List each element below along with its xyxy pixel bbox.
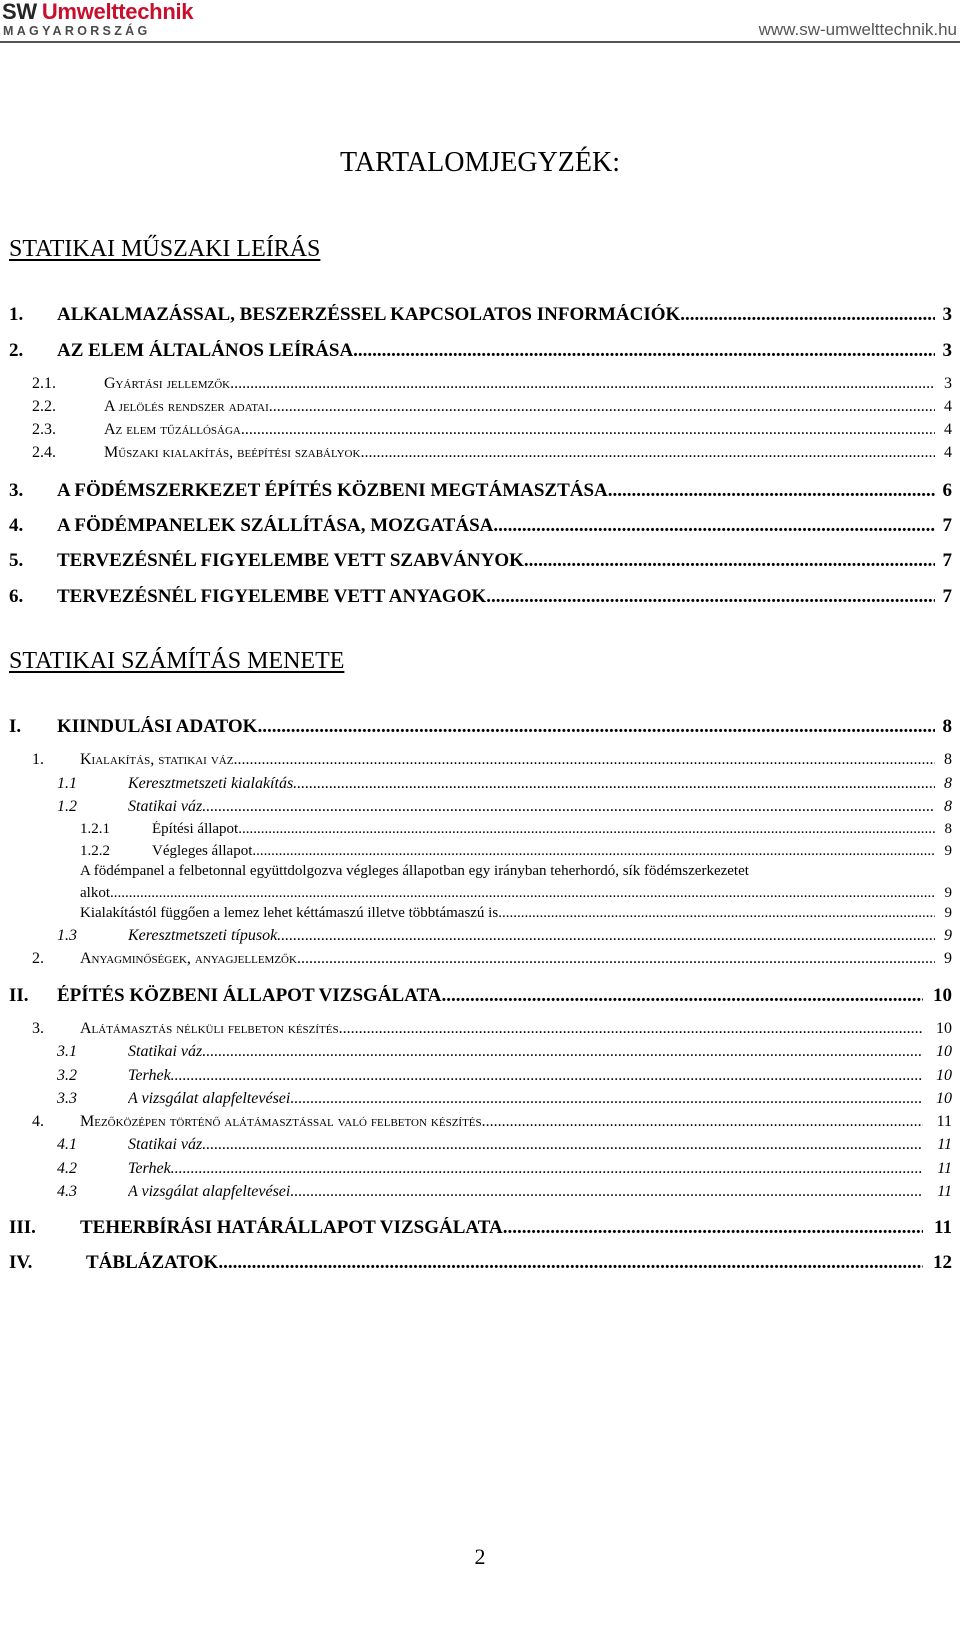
toc-dot-leader	[233, 751, 935, 769]
toc-entry-page: 3	[942, 340, 952, 361]
toc-entry-number: 1.1	[57, 775, 77, 792]
toc-dot-leader	[680, 304, 935, 326]
logo-country: MAGYARORSZÁG	[3, 24, 151, 38]
toc-dot-leader	[252, 843, 935, 860]
toc-dot-leader	[171, 1067, 923, 1085]
toc-entry-page: 10	[936, 1043, 952, 1060]
toc-entry-page: 3	[942, 304, 952, 325]
toc-entry-label: A jelölés rendszer adatai	[104, 398, 269, 415]
toc-entry-text	[57, 550, 935, 572]
toc-dot-leader	[486, 586, 935, 608]
toc-entry-text	[128, 798, 935, 816]
toc-entry-label: Gyártási jellemzők	[104, 375, 231, 392]
toc-dot-leader	[482, 1113, 923, 1131]
toc-entry-text	[128, 1183, 923, 1201]
toc-entry-text	[128, 1136, 923, 1154]
toc-entry-page: 10	[936, 1020, 952, 1037]
toc-entry-label: A födémpanel a felbetonnal együttdolgozva végleges állapotban egy irányban teherhordó, sík födémszerkezetet	[80, 863, 749, 879]
toc-entry-label: TERVEZÉSNÉL FIGYELEMBE VETT ANYAGOK	[57, 586, 487, 607]
toc-dot-leader	[503, 1217, 923, 1239]
section-heading-statikai-szamitas: STATIKAI SZÁMÍTÁS MENETE	[9, 648, 345, 674]
toc-entry-label: A FÖDÉMPANELEK SZÁLLÍTÁSA, MOZGATÁSA	[57, 515, 494, 536]
toc-dot-leader	[502, 905, 935, 922]
toc-dot-leader	[290, 1183, 923, 1201]
toc-entry-text	[80, 1217, 923, 1239]
toc-entry-page: 8	[944, 821, 952, 837]
toc-entry-number: 3.	[9, 480, 24, 501]
toc-entry-text	[57, 586, 935, 608]
toc-dot-leader	[277, 927, 935, 945]
toc-entry-number: 4.	[9, 515, 24, 536]
toc-dot-leader	[360, 444, 935, 462]
toc-dot-leader	[493, 515, 935, 537]
toc-entry-page: 10	[936, 1067, 952, 1084]
toc-entry-page: 3	[944, 375, 952, 392]
toc-entry-page: 4	[944, 444, 952, 461]
toc-entry-text	[104, 421, 935, 439]
toc-entry-number: 2.4.	[32, 444, 56, 461]
toc-entry-number: 2.	[9, 340, 24, 361]
toc-entry-text	[128, 1090, 923, 1108]
toc-entry-label: alkot.	[80, 885, 114, 901]
toc-entry-label: Keresztmetszeti kialakítás	[128, 775, 294, 792]
toc-entry-page: 11	[936, 1113, 952, 1130]
toc-entry-number: 3.1	[57, 1043, 77, 1060]
toc-entry-text	[57, 340, 935, 362]
header-divider	[0, 41, 960, 43]
toc-entry-text	[104, 398, 935, 416]
toc-entry-label: Statikai váz	[128, 798, 203, 815]
toc-entry-label: ÉPÍTÉS KÖZBENI ÁLLAPOT VIZSGÁLATA	[57, 985, 442, 1006]
toc-entry-label: A vizsgálat alapfeltevései	[128, 1090, 291, 1107]
toc-entry-label: Az elem tűzállósága	[104, 421, 241, 438]
toc-entry-label: AZ ELEM ÁLTALÁNOS LEÍRÁSA	[57, 340, 354, 361]
toc-entry-label: A FÖDÉMSZERKEZET ÉPÍTÉS KÖZBENI MEGTÁMASZTÁSA	[57, 480, 608, 501]
toc-entry-number: 4.3	[57, 1183, 77, 1200]
toc-dot-leader	[608, 480, 935, 502]
toc-entry-label: ALKALMAZÁSSAL, BESZERZÉSSEL KAPCSOLATOS INFORMÁCIÓK	[57, 304, 681, 325]
toc-entry-number: 1.2.1	[80, 821, 110, 837]
toc-entry-page: 11	[937, 1136, 952, 1153]
toc-entry-text	[80, 863, 949, 880]
toc-entry-label: Statikai váz	[128, 1136, 203, 1153]
toc-entry-number: IV.	[9, 1252, 33, 1273]
toc-entry-page: 8	[944, 798, 952, 815]
toc-entry-text	[80, 905, 935, 922]
toc-entry-text	[128, 1043, 923, 1061]
toc-dot-leader	[202, 1136, 923, 1154]
toc-entry-page: 11	[934, 1217, 952, 1238]
toc-entry-number: 3.	[32, 1020, 44, 1037]
toc-entry-page: 4	[944, 398, 952, 415]
toc-entry-page: 10	[936, 1090, 952, 1107]
toc-entry-number: 1.	[9, 304, 24, 325]
toc-entry-label: Terhek	[128, 1067, 171, 1084]
toc-entry-page: 7	[942, 515, 952, 536]
toc-entry-page: 10	[933, 985, 952, 1006]
toc-entry-text	[80, 751, 935, 769]
toc-entry-page: 9	[944, 905, 952, 921]
toc-entry-text	[57, 304, 935, 326]
toc-entry-text	[80, 885, 935, 902]
toc-entry-text	[104, 444, 935, 462]
toc-entry-number: 5.	[9, 550, 24, 571]
toc-entry-page: 11	[937, 1183, 952, 1200]
toc-dot-leader	[202, 798, 935, 816]
toc-dot-leader	[339, 1020, 923, 1038]
toc-entry-number: I.	[9, 716, 22, 737]
toc-dot-leader	[290, 1090, 923, 1108]
toc-dot-leader	[442, 985, 923, 1007]
toc-entry-number: 6.	[9, 586, 24, 607]
toc-entry-page: 11	[937, 1160, 952, 1177]
toc-entry-text	[128, 1160, 923, 1178]
toc-entry-page: 7	[942, 550, 952, 571]
toc-entry-number: 4.1	[57, 1136, 77, 1153]
toc-entry-text	[57, 480, 935, 502]
toc-dot-leader	[524, 550, 935, 572]
toc-entry-text	[80, 950, 935, 968]
page-number: 2	[474, 1544, 486, 1569]
toc-entry-text	[152, 821, 935, 838]
toc-entry-label: Terhek	[128, 1160, 171, 1177]
toc-entry-text	[128, 1067, 923, 1085]
toc-entry-number: 2.3.	[32, 421, 56, 438]
toc-entry-page: 8	[942, 716, 952, 737]
toc-entry-label: Anyagminőségek, anyagjellemzők	[80, 950, 297, 967]
toc-entry-page: 8	[944, 775, 952, 792]
toc-dot-leader	[293, 775, 935, 793]
toc-entry-label: KIINDULÁSI ADATOK	[57, 716, 258, 737]
toc-entry-number: 1.2.2	[80, 843, 110, 859]
toc-entry-label: Kialakítás, statikai váz	[80, 751, 234, 768]
logo-brand: Umwelttechnik	[41, 0, 194, 24]
toc-entry-label: Műszaki kialakítás, beépítési szabályok	[104, 444, 361, 461]
toc-dot-leader	[257, 716, 935, 738]
toc-entry-text	[57, 716, 935, 738]
toc-entry-page: 7	[942, 586, 952, 607]
toc-entry-page: 9	[944, 950, 952, 967]
toc-entry-number: 4.	[32, 1113, 44, 1130]
toc-dot-leader	[218, 1252, 923, 1274]
toc-dot-leader	[241, 421, 935, 439]
toc-entry-text	[128, 927, 935, 945]
toc-dot-leader	[269, 398, 935, 416]
toc-entry-page: 6	[942, 480, 952, 501]
toc-entry-text	[57, 985, 923, 1007]
toc-entry-text	[152, 843, 935, 860]
toc-entry-number: 2.	[32, 950, 44, 967]
section-heading-statikai-leiras: STATIKAI MŰSZAKI LEÍRÁS	[9, 236, 321, 262]
toc-entry-text	[104, 375, 935, 393]
toc-dot-leader	[202, 1043, 923, 1061]
toc-entry-page: 4	[944, 421, 952, 438]
toc-entry-number: 1.2	[57, 798, 77, 815]
toc-entry-text	[57, 515, 935, 537]
toc-entry-number: II.	[9, 985, 29, 1006]
toc-entry-number: 2.1.	[32, 375, 56, 392]
toc-entry-label: Statikai váz	[128, 1043, 203, 1060]
toc-entry-number: III.	[9, 1217, 36, 1238]
toc-entry-label: Végleges állapot	[152, 843, 253, 859]
toc-entry-label: Kialakítástól függően a lemez lehet kéttámaszú illetve többtámaszú is.	[80, 905, 502, 921]
toc-entry-label: Építési állapot	[152, 821, 239, 837]
toc-entry-text	[80, 1020, 923, 1038]
toc-dot-leader	[238, 821, 935, 838]
toc-entry-number: 1.	[32, 751, 44, 768]
toc-entry-label: A vizsgálat alapfeltevései	[128, 1183, 291, 1200]
toc-entry-label: Alátámasztás nélküli felbeton készítés	[80, 1020, 339, 1037]
toc-entry-label: TEHERBÍRÁSI HATÁRÁLLAPOT VIZSGÁLATA	[80, 1217, 503, 1238]
toc-entry-number: 2.2.	[32, 398, 56, 415]
toc-entry-page: 9	[944, 843, 952, 859]
toc-entry-label: TÁBLÁZATOK	[86, 1252, 219, 1273]
toc-entry-number: 1.3	[57, 927, 77, 944]
page-header	[0, 0, 960, 44]
toc-entry-label: Keresztmetszeti típusok	[128, 927, 278, 944]
toc-entry-number: 3.2	[57, 1067, 77, 1084]
toc-entry-text	[86, 1252, 923, 1274]
toc-dot-leader	[230, 375, 935, 393]
toc-dot-leader	[297, 950, 935, 968]
toc-entry-label: TERVEZÉSNÉL FIGYELEMBE VETT SZABVÁNYOK	[57, 550, 524, 571]
toc-entry-text	[128, 775, 935, 793]
toc-dot-leader	[353, 340, 935, 362]
logo-sw: SW	[2, 0, 37, 24]
toc-entry-number: 3.3	[57, 1090, 77, 1107]
toc-dot-leader	[114, 885, 935, 902]
toc-entry-text	[80, 1113, 923, 1131]
toc-entry-page: 9	[944, 885, 952, 901]
document-title: TARTALOMJEGYZÉK:	[339, 147, 621, 178]
toc-entry-page: 12	[933, 1252, 952, 1273]
toc-entry-page: 9	[944, 927, 952, 944]
website-url[interactable]: www.sw-umwelttechnik.hu	[758, 20, 957, 39]
toc-entry-label: Mezőközépen történő alátámasztással való felbeton készítés	[80, 1113, 482, 1130]
toc-entry-number: 4.2	[57, 1160, 77, 1177]
toc-entry-page: 8	[944, 751, 952, 768]
toc-dot-leader	[171, 1160, 923, 1178]
